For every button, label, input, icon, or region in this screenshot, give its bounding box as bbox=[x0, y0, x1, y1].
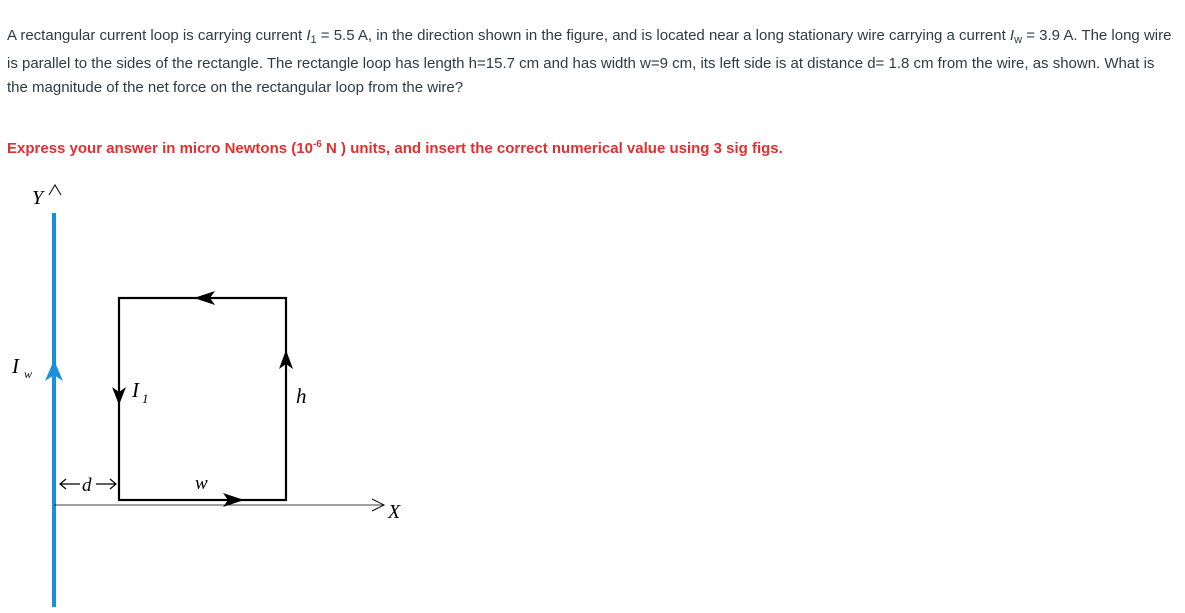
loop-current-subscript: 1 bbox=[142, 391, 149, 406]
instruction-part-2: N ) units, and insert the correct numerical value using 3 sig figs. bbox=[321, 140, 783, 157]
i1-subscript: 1 bbox=[310, 34, 317, 46]
height-label: h bbox=[296, 384, 307, 408]
y-axis-label: Y bbox=[32, 187, 44, 209]
wire-current-symbol: I bbox=[12, 354, 19, 378]
question-text bbox=[7, 24, 1177, 100]
i1-symbol: I bbox=[306, 27, 311, 44]
iw-subscript: w bbox=[1014, 34, 1023, 46]
distance-label: d bbox=[82, 475, 92, 496]
question-part-2: = 5.5 A, in the direction shown in the figure, and is located near a long stationary wire carrying a current bbox=[316, 27, 1010, 44]
wire-current-subscript: w bbox=[24, 367, 33, 381]
question-part-3: = 3.9 A. The long wire is parallel to the sides of the rectangle. The rectangle loop has length h=15.7 cm and has width w=9 cm, its left side is at distance d= 1.8 cm from the wire, as shown. What is the magnitude of the net force on the rectangular loop from the wire? bbox=[7, 27, 1172, 96]
width-label: w bbox=[195, 473, 208, 494]
answer-instruction bbox=[7, 134, 783, 160]
loop-current-symbol: I bbox=[132, 378, 139, 402]
instruction-exponent: -6 bbox=[312, 139, 322, 150]
iw-symbol: I bbox=[1009, 27, 1015, 44]
y-axis-arrow-icon bbox=[49, 185, 61, 195]
instruction-part-1: Express your answer in micro Newtons (10 bbox=[7, 140, 313, 157]
loop-figure bbox=[0, 175, 440, 613]
x-axis-label: X bbox=[388, 501, 401, 523]
distance-left-arrow-icon bbox=[60, 479, 80, 489]
distance-right-arrow-icon bbox=[96, 479, 116, 489]
question-part-1: A rectangular current loop is carrying current bbox=[7, 27, 307, 44]
